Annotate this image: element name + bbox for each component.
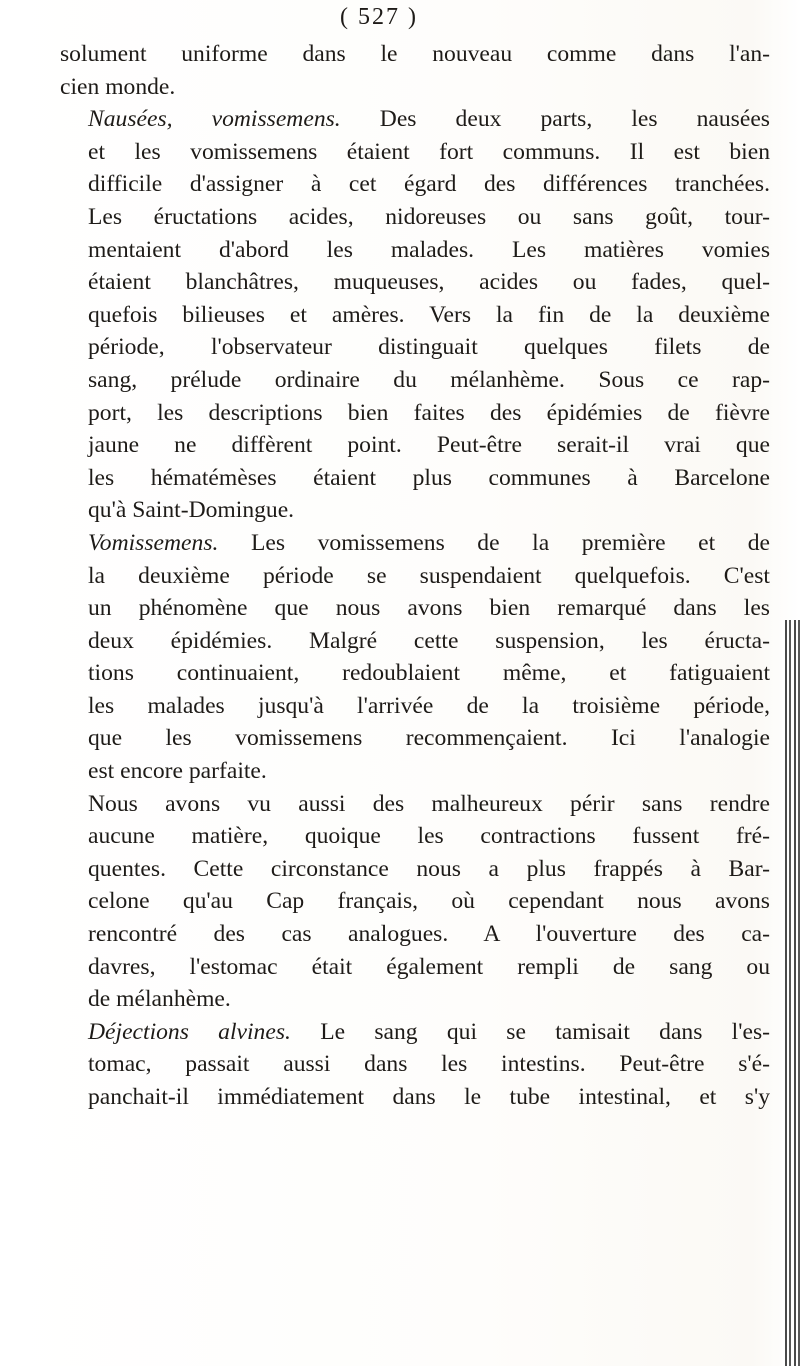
text-line: étaient blanchâtres, muqueuses, acides ou fades, quel- [88,269,770,296]
paragraph-malheureux [60,788,770,1016]
text-line: les hématémèses étaient plus communes à Barcelone [88,464,770,491]
text-line: Nous avons vu aussi des malheureux périr sans rendre [88,790,770,817]
text-line: tomac, passait aussi dans les intestins. Peut-être s'é- [88,1051,770,1078]
text-line [60,1016,770,1049]
section-heading-vomissemens: Vomissemens. [88,529,219,556]
paragraph-nausees [60,103,770,527]
text-line-rest: Les vomissemens de la première et de [250,529,770,556]
paragraph-dejections [60,1016,770,1114]
text-line: cien monde. [60,73,176,100]
section-heading-dejections: Déjections alvines. [88,1018,291,1045]
text-line: panchait-il immédiatement dans le tube intestinal, et s'y [88,1084,770,1110]
text-line: quefois bilieuses et amères. Vers la fin de la deuxième [88,301,770,328]
text-line: rencontré des cas analogues. A l'ouverture des ca- [88,921,770,948]
text-line: un phénomène que nous avons bien remarqué dans les [88,595,770,622]
text-line: solument uniforme dans le nouveau comme dans l'an- [60,41,770,67]
text-line: et les vomissemens étaient fort communs. Il est bien [88,138,770,165]
text-line: qu'à Saint-Domingue. [88,497,295,524]
text-line [60,103,770,136]
text-line [60,527,770,560]
text-line: que les vomissemens recommençaient. Ici l'analogie [88,725,770,752]
page-number: ( 527 ) [340,4,418,30]
section-heading-nausees: Nausées, vomissemens. [88,106,341,133]
page-edge-decoration [782,620,800,1366]
text-line: deux épidémies. Malgré cette suspension, les éructa- [88,627,770,654]
text-line: est encore parfaite. [88,758,267,785]
text-line: sang, prélude ordinaire du mélanhème. Sous ce rap- [88,366,770,393]
text-line: les malades jusqu'à l'arrivée de la troisième période, [88,692,770,719]
text-line: davres, l'estomac était également rempli de sang ou [88,953,770,980]
text-line: jaune ne diffèrent point. Peut-être serait-il vrai que [88,432,770,459]
text-line: difficile d'assigner à cet égard des différences tranchées. [88,171,770,198]
body-text [60,38,770,1114]
text-line: de mélanhème. [88,986,231,1013]
text-line: celone qu'au Cap français, où cependant nous avons [88,888,770,915]
text-line: Les éructations acides, nidoreuses ou sans goût, tour- [88,203,770,230]
paragraph-continuation [60,38,770,103]
text-line-rest: Le sang qui se tamisait dans l'es- [320,1018,771,1045]
text-line: la deuxième période se suspendaient quelquefois. C'est [88,562,770,589]
text-line: tions continuaient, redoublaient même, et fatiguaient [88,660,770,687]
text-line: mentaient d'abord les malades. Les matières vomies [88,236,770,263]
text-line: période, l'observateur distinguait quelques filets de [88,334,770,361]
text-line-rest: Des deux parts, les nausées [379,106,770,133]
paragraph-vomissemens [60,527,770,788]
text-line: aucune matière, quoique les contractions fussent fré- [88,823,770,850]
text-line: port, les descriptions bien faites des épidémies de fièvre [88,399,770,426]
text-line: quentes. Cette circonstance nous a plus frappés à Bar- [88,855,770,882]
